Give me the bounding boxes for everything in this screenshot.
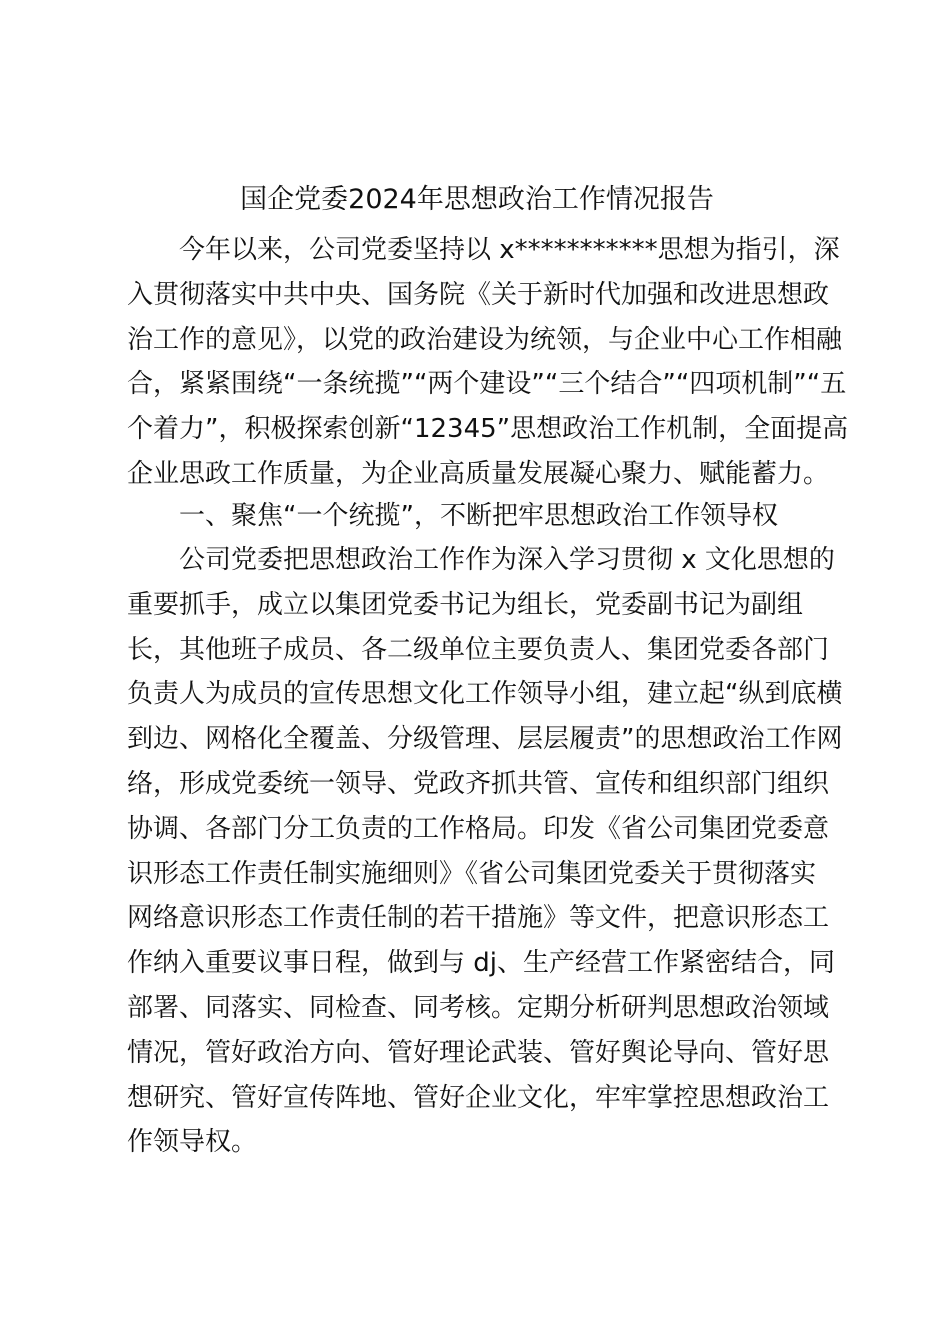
text-line: 络，形成党委统一领导、党政齐抓共管、宣传和组织部门组织	[127, 768, 830, 799]
section-heading-text: 一、聚焦“一个统揽”，不断把牢思想政治工作领导权	[179, 501, 778, 531]
document-title: 国企党委2024年思想政治工作情况报告	[240, 184, 714, 215]
text-line: 协调、各部门分工负责的工作格局。印发《省公司集团党委意	[127, 813, 830, 844]
text-line: 今年以来，公司党委坚持以 x***********思想为指引，深	[179, 235, 840, 265]
text-line: 情况，管好政治方向、管好理论武装、管好舆论导向、管好思	[127, 1037, 830, 1068]
text-line: 网络意识形态工作责任制的若干措施》等文件，把意识形态工	[127, 903, 830, 934]
paragraph-intro	[127, 228, 849, 497]
section-heading-1	[127, 494, 829, 539]
text-line: 治工作的意见》，以党的政治建设为统领，与企业中心工作相融	[127, 324, 843, 355]
text-line: 到边、网格化全覆盖、分级管理、层层履责”的思想政治工作网	[127, 724, 843, 755]
text-line: 负责人为成员的宣传思想文化工作领导小组，建立起“纵到底横	[127, 679, 843, 710]
text-line: 公司党委把思想政治工作作为深入学习贯彻 x 文化思想的	[179, 545, 835, 575]
text-line: 个着力”，积极探索创新“12345”思想政治工作机制，全面提高	[127, 414, 849, 445]
text-line: 作纳入重要议事日程，做到与 dj、生产经营工作紧密结合，同	[127, 948, 835, 979]
text-line: 部署、同落实、同检查、同考核。定期分析研判思想政治领域	[127, 992, 830, 1023]
text-line: 识形态工作责任制实施细则》《省公司集团党委关于贯彻落实	[127, 858, 817, 889]
text-line: 作领导权。	[127, 1127, 258, 1158]
text-line: 企业思政工作质量，为企业高质量发展凝心聚力、赋能蓄力。	[127, 458, 830, 489]
text-line: 入贯彻落实中共中央、国务院《关于新时代加强和改进思想政	[127, 279, 830, 310]
text-line: 想研究、管好宣传阵地、管好企业文化，牢牢掌控思想政治工	[127, 1082, 830, 1113]
text-line: 合，紧紧围绕“一条统揽”“两个建设”“三个结合”“四项机制”“五	[127, 369, 847, 400]
text-line: 重要抓手，成立以集团党委书记为组长，党委副书记为副组	[127, 589, 804, 620]
text-line: 长，其他班子成员、各二级单位主要负责人、集团党委各部门	[127, 634, 830, 665]
paragraph-section-1	[127, 538, 843, 1165]
